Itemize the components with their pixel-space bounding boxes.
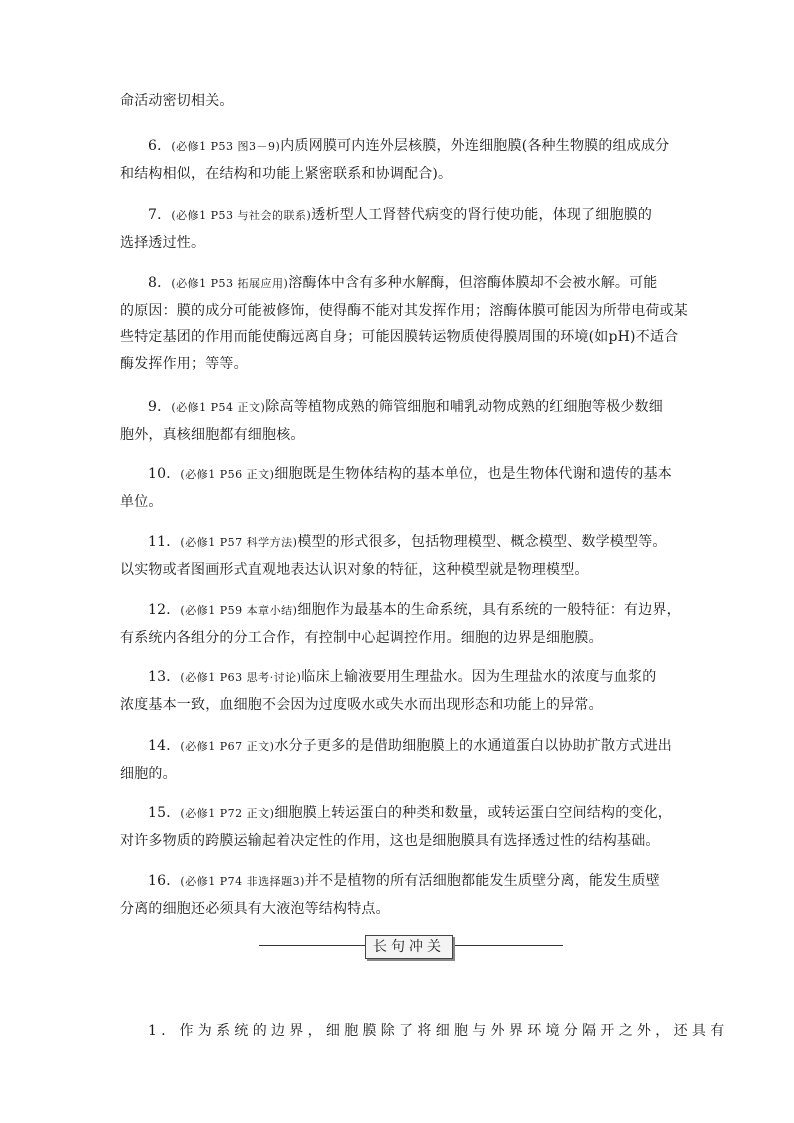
item-number: 9． (148, 399, 172, 415)
list-item-9 (120, 394, 678, 448)
text-line: 模型的形式很多，包括物理模型、概念模型、数学模型等。 (297, 534, 667, 550)
text-line: 临床上输液要用生理盐水。因为生理盐水的浓度与血浆的 (301, 669, 657, 685)
text-line: 并不是植物的所有活细胞都能发生质壁分离，能发生质壁 (304, 873, 660, 889)
item-number: 16． (148, 873, 181, 889)
item-number: 13． (148, 669, 181, 685)
text-line: 对许多物质的跨膜运输起着决定性的作用，这也是细胞膜具有选择透过性的结构基础。 (120, 832, 660, 849)
source-reference: (必修1 P59 本章小结) (180, 604, 298, 617)
source-reference: (必修1 P67 正文) (180, 740, 275, 753)
list-item-7 (120, 202, 678, 256)
source-reference: (必修1 P53 拓展应用) (171, 277, 289, 290)
text-line: 酶发挥作用；等等。 (120, 355, 248, 372)
text-line: 单位。 (120, 493, 163, 510)
source-reference: (必修1 P56 正文) (180, 468, 275, 481)
source-reference: (必修1 P72 正文) (180, 807, 275, 820)
list-item-8 (120, 270, 688, 377)
source-reference: (必修1 P54 正文) (171, 401, 266, 414)
text-line: 胞外，真核细胞都有细胞核。 (120, 426, 305, 443)
text-line: 以实物或者图画形式直观地表达认识对象的特征，这种模型就是物理模型。 (120, 561, 589, 578)
text-line: 水分子更多的是借助细胞膜上的水通道蛋白以协助扩散方式进出 (274, 738, 673, 754)
source-reference: (必修1 P53 图3－9) (171, 140, 281, 153)
text-line: 细胞的。 (120, 765, 177, 782)
text-line: 细胞膜上转运蛋白的种类和数量，或转运蛋白空间结构的变化， (274, 805, 673, 821)
item-number: 11． (148, 534, 181, 550)
text-line: 选择透过性。 (120, 234, 206, 251)
item-number: 12． (148, 602, 181, 618)
text-line: 细胞作为最基本的生命系统，具有系统的一般特征：有边界， (297, 602, 681, 618)
text-line: 命活动密切相关。 (120, 93, 234, 109)
text-line: 内质网膜可内连外层核膜，外连细胞膜(各种生物膜的组成成分 (280, 138, 670, 154)
item-number: 6． (148, 138, 172, 154)
text-line: 的原因：膜的成分可能被修饰，使得酶不能对其发挥作用；溶酶体膜可能因为所带电荷或某 (120, 302, 688, 319)
source-reference: (必修1 P57 科学方法) (180, 536, 298, 549)
section-divider-right (455, 945, 563, 946)
list-item-13 (120, 664, 678, 718)
source-reference: (必修1 P53 与社会的联系) (171, 209, 312, 222)
list-item-16 (120, 868, 678, 922)
text-line: 有系统内各组分的分工合作，有控制中心起调控作用。细胞的边界是细胞膜。 (120, 629, 603, 646)
source-reference: (必修1 P74 非选择题3) (180, 875, 305, 888)
text-line: 分离的细胞还必须具有大液泡等结构特点。 (120, 900, 390, 917)
item-number: 7． (148, 207, 172, 223)
text-line: 除高等植物成熟的筛管细胞和哺乳动物成熟的红细胞等极少数细 (265, 399, 663, 415)
list-item-11 (120, 529, 678, 583)
list-item-14 (120, 733, 678, 787)
list-item-12 (120, 597, 681, 651)
list-item-15 (120, 800, 678, 854)
item-number: 8． (148, 275, 172, 291)
item-number: 14． (148, 738, 181, 754)
text-line: 和结构相似，在结构和功能上紧密联系和协调配合)。 (120, 165, 453, 182)
section-title-badge: 长句冲关 (365, 935, 453, 959)
source-reference: (必修1 P63 思考·讨论) (180, 671, 302, 684)
question-1: 1．作为系统的边界，细胞膜除了将细胞与外界环境分隔开之外，还具有 (148, 1023, 729, 1039)
item-number: 15． (148, 805, 181, 821)
list-item-6 (120, 133, 678, 187)
section-divider-left (259, 945, 365, 946)
text-line: 些特定基团的作用而能使酶远离自身；可能因膜转运物质使得膜周围的环境(如pH)不适合 (120, 329, 679, 345)
text-line: 浓度基本一致，血细胞不会因为过度吸水或失水而出现形态和功能上的异常。 (120, 696, 603, 713)
text-line: 透析型人工肾替代病变的肾行使功能，体现了细胞膜的 (311, 207, 653, 223)
text-line: 细胞既是生物体结构的基本单位，也是生物体代谢和遗传的基本 (274, 466, 673, 482)
paragraph-continuation (120, 88, 678, 115)
list-item-10 (120, 461, 678, 515)
item-number: 10． (148, 466, 181, 482)
text-line: 溶酶体中含有多种水解酶，但溶酶体膜却不会被水解。可能 (288, 275, 658, 291)
